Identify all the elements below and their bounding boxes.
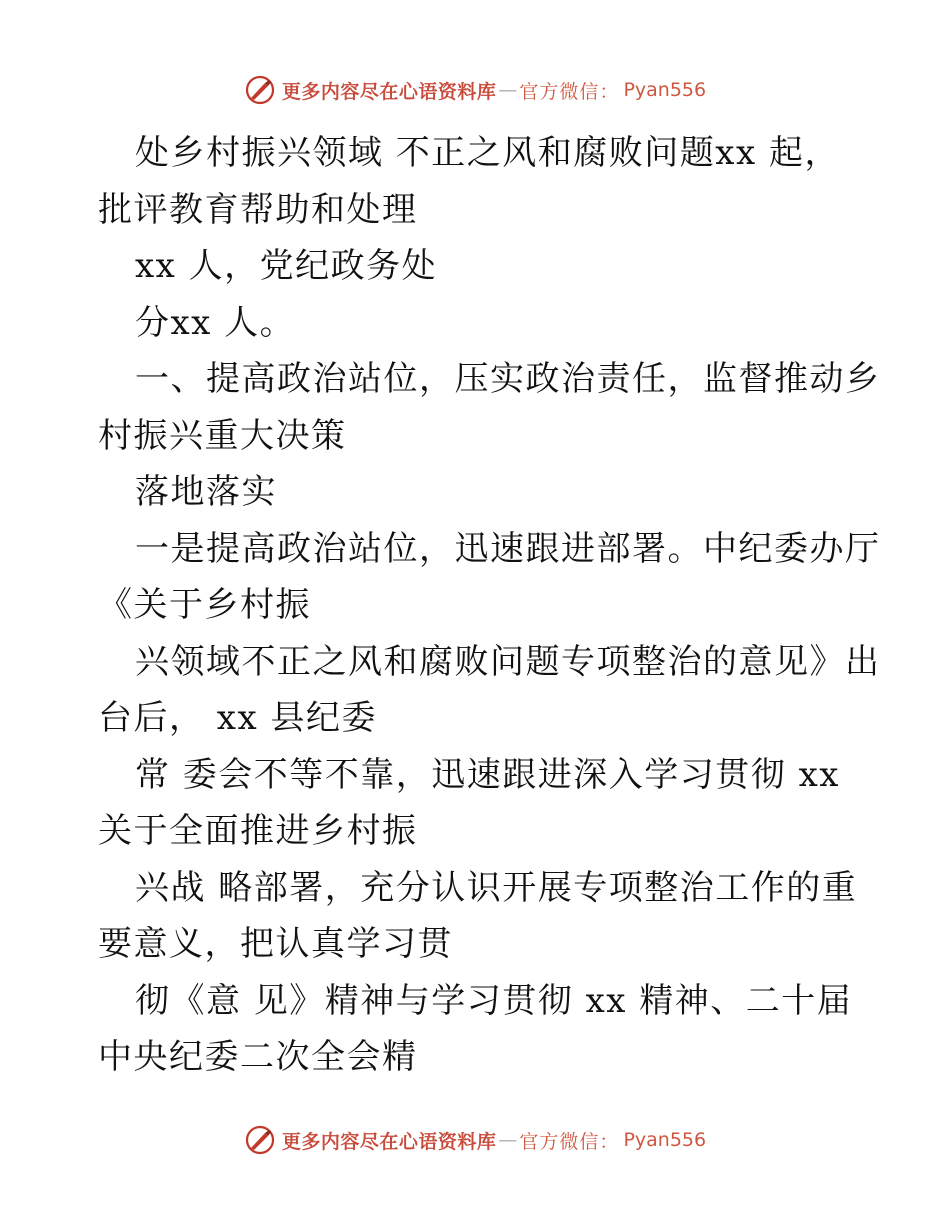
text-line: 落地落实: [135, 472, 277, 512]
text-line: 常 委会不等不靠，迅速跟进深入学习贯彻 xx: [135, 754, 840, 795]
text-line: 彻《意 见》精神与学习贯彻 xx 精神、二十届: [135, 980, 853, 1021]
text-line: 关于全面推进乡村振: [98, 811, 418, 851]
text-line: 要意义，把认真学习贯: [98, 924, 453, 964]
text-line: 一是提高政治站位，迅速跟进部署。中纪委办厅: [135, 528, 881, 569]
footer-wechat-id: Pyan556: [623, 1129, 707, 1151]
header-separator: —: [498, 79, 518, 101]
text-line: 处乡村振兴领域 不正之风和腐败问题xx 起，: [135, 133, 840, 173]
text-line: 批评教育帮助和处理: [98, 189, 418, 230]
text-line: 一、提高政治站位，压实政治责任，监督推动乡: [135, 359, 881, 399]
footer-banner-text: 更多内容尽在心语资料库: [281, 1130, 497, 1153]
text-line: xx 人，党纪政务处: [135, 246, 438, 286]
text-line: 台后， xx 县纪委: [98, 698, 377, 738]
pen-logo-icon: [244, 1124, 276, 1156]
header-official-label: 官方微信：: [519, 80, 620, 103]
footer-banner: [0, 1120, 950, 1160]
body-text: [98, 125, 881, 1086]
text-line: 《关于乡村振: [98, 585, 311, 625]
footer-official-label: 官方微信：: [519, 1130, 620, 1153]
text-line: 兴领域不正之风和腐败问题专项整治的意见》出: [135, 641, 881, 682]
header-banner: [0, 70, 950, 110]
text-line: 分xx 人。: [135, 302, 296, 343]
header-wechat-id: Pyan556: [623, 79, 707, 101]
text-line: 村振兴重大决策: [98, 415, 347, 456]
footer-separator: —: [498, 1129, 518, 1151]
header-banner-text: 更多内容尽在心语资料库: [281, 80, 497, 103]
text-line: 中央纪委二次全会精: [98, 1037, 418, 1077]
text-line: 兴战 略部署，充分认识开展专项整治工作的重: [135, 867, 858, 908]
pen-logo-icon: [244, 74, 276, 106]
